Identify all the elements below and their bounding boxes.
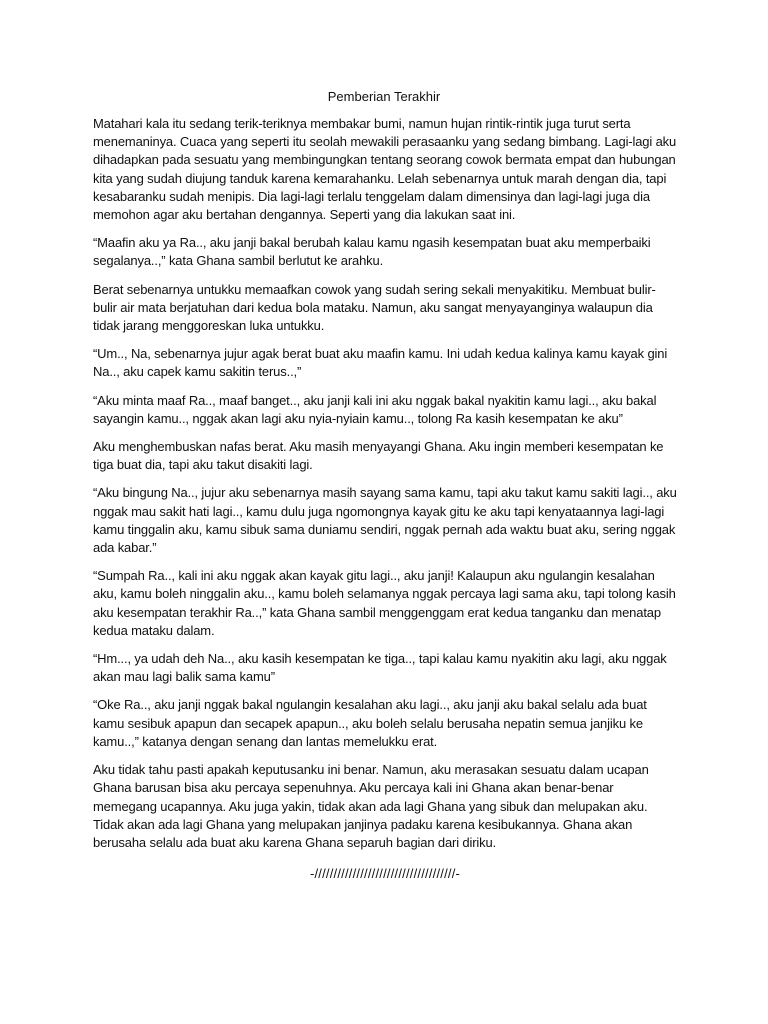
page-title: Pemberian Terakhir [327, 89, 441, 104]
paragraph: Berat sebenarnya untukku memaafkan cowok yang sudah sering sekali menyakitiku. Membuat bulir-bulir air mata berjatuhan dari kedua bola mataku. Namun, aku sangat menyayanginya walaupun dia tidak jarang menggoreskan luka untukku. [93, 281, 656, 334]
paragraph: Aku menghembuskan nafas berat. Aku masih menyayangi Ghana. Aku ingin memberi kesempatan ke tiga buat dia, tapi aku takut disakiti lagi. [93, 439, 664, 473]
paragraph: “Hm..., ya udah deh Na.., aku kasih kesempatan ke tiga.., tapi kalau kamu nyakitin aku lagi, aku nggak akan mau lagi balik sama kamu” [93, 651, 667, 685]
story-body [93, 115, 677, 883]
paragraph: “Um.., Na, sebenarnya jujur agak berat buat aku maafin kamu. Ini udah kedua kalinya kamu kayak gini Na.., aku capek kamu sakitin terus..,” [93, 346, 668, 380]
paragraph: Matahari kala itu sedang terik-teriknya membakar bumi, namun hujan rintik-rintik juga turut serta menemaninya. Cuaca yang seperti itu seolah mewakili perasaanku yang sedang bimbang. Lagi-lagi aku dihadapkan pada sesuatu yang membingungkan tentang seorang cowok bermata empat dan hubungan kita yang sudah diujung tanduk karena kemarahanku. Lelah sebenarnya untuk marah dengan dia, tapi kesabaranku sudah menipis. Dia lagi-lagi terlalu tenggelam dalam dimensinya dan lagi-lagi juga dia memohon agar aku bertahan dengannya. Seperti yang dia lakukan saat ini. [93, 116, 677, 223]
section-divider: -/////////////////////////////////////- [309, 866, 461, 882]
paragraph: “Aku bingung Na.., jujur aku sebenarnya masih sayang sama kamu, tapi aku takut kamu sakiti lagi.., aku nggak mau sakit hati lagi.., kamu dulu juga ngomongnya kayak gitu ke aku tapi kenyataannya lagi-lagi kamu tinggalin aku, kamu sibuk sama duniamu sendiri, nggak pernah ada waktu buat aku, sering nggak ada kabar.” [93, 485, 677, 556]
paragraph: Aku tidak tahu pasti apakah keputusanku ini benar. Namun, aku merasakan sesuatu dalam ucapan Ghana barusan bisa aku percaya sepenuhnya. Aku percaya kali ini Ghana akan benar-benar memegang ucapannya. Aku juga yakin, tidak akan ada lagi Ghana yang sibuk dan melupakan aku. Tidak akan ada lagi Ghana yang melupakan janjinya padaku karena kesibukannya. Ghana akan berusaha selalu ada buat aku karena Ghana separuh bagian dari diriku. [93, 762, 649, 850]
paragraph: “Aku minta maaf Ra.., maaf banget.., aku janji kali ini aku nggak bakal nyakitin kamu lagi.., aku bakal sayangin kamu.., nggak akan lagi aku nyia-nyiain kamu.., tolong Ra kasih kesempatan ke aku” [93, 392, 657, 426]
paragraph: “Oke Ra.., aku janji nggak bakal ngulangin kesalahan aku lagi.., aku janji aku bakal selalu ada buat kamu sesibuk apapun dan secapek apapun.., aku boleh selalu berusaha nepatin semua janjiku ke kamu..,” katanya dengan senang dan lantas memelukku erat. [93, 697, 647, 749]
paragraph: “Sumpah Ra.., kali ini aku nggak akan kayak gitu lagi.., aku janji! Kalaupun aku ngulangin kesalahan aku, kamu boleh ninggalin aku.., kamu boleh selamanya nggak percaya lagi sama aku, tapi tolong kasih aku kesempatan terakhir Ra..,” kata Ghana sambil menggenggam erat kedua tanganku dan menatap kedua mataku dalam. [93, 568, 676, 638]
paragraph: “Maafin aku ya Ra.., aku janji bakal berubah kalau kamu ngasih kesempatan buat aku memperbaiki segalanya..,” kata Ghana sambil berlutut ke arahku. [93, 235, 651, 269]
